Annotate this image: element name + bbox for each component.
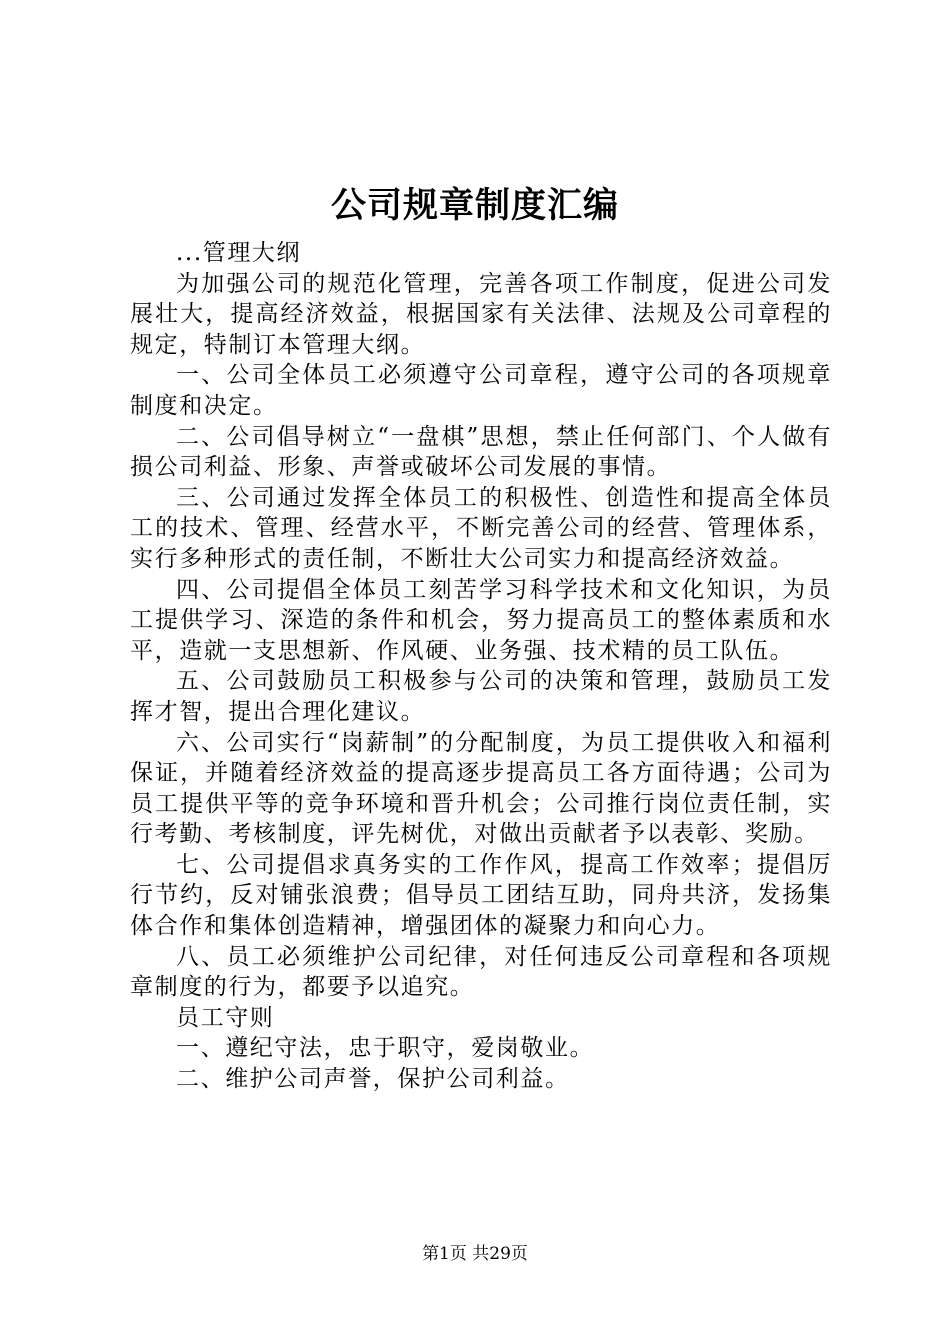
rule-item-2: 二、维护公司声誉，保护公司利益。 xyxy=(176,1066,570,1093)
paragraph-outline-heading: ...管理大纲 xyxy=(176,240,302,266)
document-body xyxy=(130,238,832,1095)
paragraph-item-7: 七、公司提倡求真务实的工作作风，提高工作效率；提倡厉行节约，反对铺张浪费；倡导员工团结互助，同舟共济，发扬集体合作和集体创造精神，增强团体的凝聚力和向心力。 xyxy=(130,851,832,940)
paragraph-item-6: 六、公司实行“岗薪制”的分配制度，为员工提供收入和福利保证，并随着经济效益的提高逐步提高员工各方面待遇；公司为员工提供平等的竞争环境和晋升机会；公司推行岗位责任制，实行考勤、考核制度，评先树优，对做出贡献者予以表彰、奖励。 xyxy=(130,729,832,848)
paragraph-item-3: 三、公司通过发挥全体员工的积极性、创造性和提高全体员工的技术、管理、经营水平，不断完善公司的经营、管理体系，实行多种形式的责任制，不断壮大公司实力和提高经济效益。 xyxy=(130,484,832,572)
paragraph-intro: 为加强公司的规范化管理，完善各项工作制度，促进公司发展壮大，提高经济效益，根据国家有关法律、法规及公司章程的规定，特制订本管理大纲。 xyxy=(130,270,832,358)
paragraph-item-8: 八、员工必须维护公司纪律，对任何违反公司章程和各项规章制度的行为，都要予以追究。 xyxy=(130,943,832,1001)
document-title: 公司规章制度汇编 xyxy=(330,185,619,226)
paragraph-item-5: 五、公司鼓励员工积极参与公司的决策和管理，鼓励员工发挥才智，提出合理化建议。 xyxy=(130,668,832,725)
paragraph-item-1: 一、公司全体员工必须遵守公司章程，遵守公司的各项规章制度和决定。 xyxy=(130,362,832,419)
rule-item-1: 一、遵纪守法，忠于职守，爱岗敬业。 xyxy=(176,1035,595,1062)
paragraph-item-2: 二、公司倡导树立“一盘棋”思想，禁止任何部门、个人做有损公司利益、形象、声誉或破坏公司发展的事情。 xyxy=(130,423,832,481)
page-number-footer: 第1页 共29页 xyxy=(422,1244,528,1264)
section-heading-employee-rules: 员工守则 xyxy=(176,1004,275,1031)
paragraph-item-4: 四、公司提倡全体员工刻苦学习科学技术和文化知识，为员工提供学习、深造的条件和机会，努力提高员工的整体素质和水平，造就一支思想新、作风硬、业务强、技术精的员工队伍。 xyxy=(130,576,832,664)
